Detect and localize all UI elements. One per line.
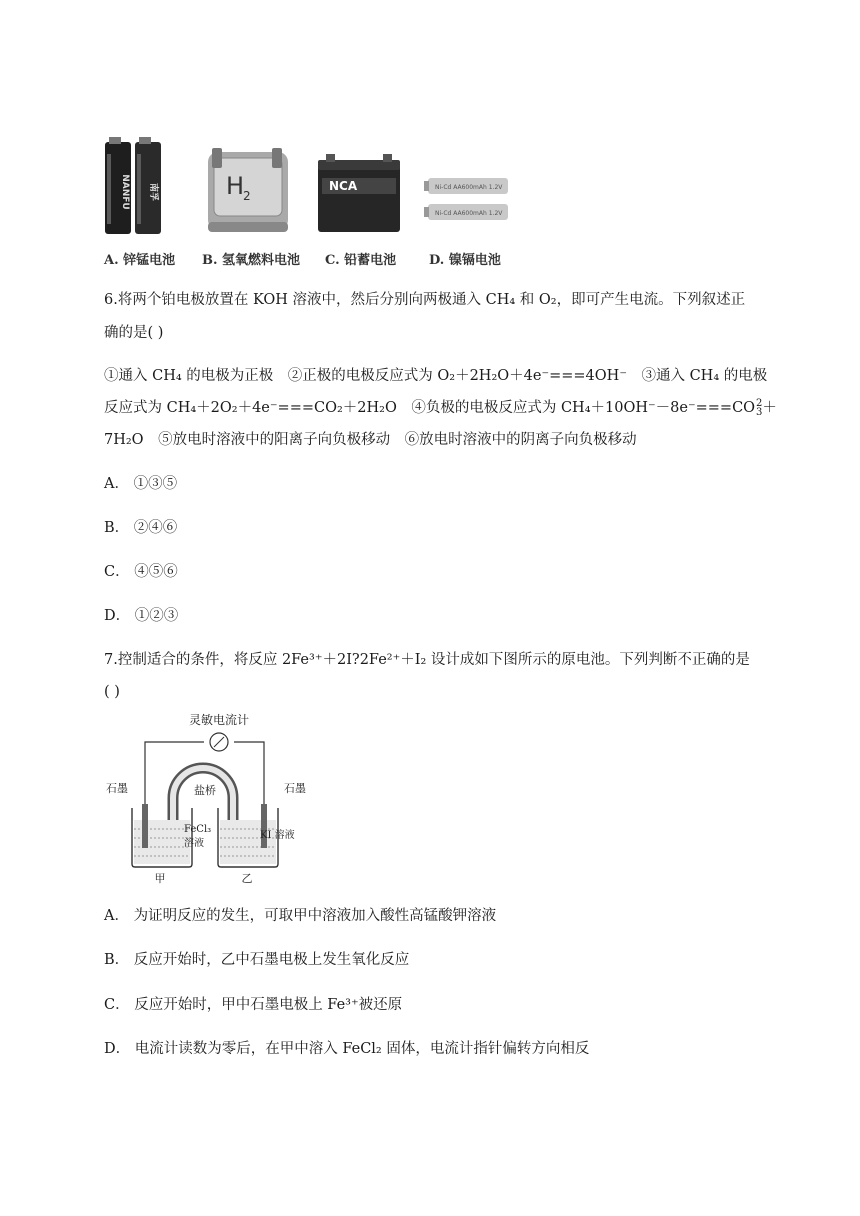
caption-a: A. 锌锰电池 xyxy=(104,253,176,268)
beaker-right-label: 乙 xyxy=(241,872,253,884)
caption-c: C. 铅蓄电池 xyxy=(325,253,397,268)
h2-label: H xyxy=(226,172,245,200)
caption-d: D. 镍镉电池 xyxy=(429,253,501,268)
q6-option-b[interactable]: B． ②④⑥ xyxy=(104,520,178,536)
co3-charge: 2 xyxy=(756,398,763,409)
q6-stem-line2: 确的是( ) xyxy=(104,325,164,341)
q7-option-a[interactable]: A． 为证明反应的发生，可取甲中溶液加入酸性高锰酸钾溶液 xyxy=(104,908,497,924)
q6-option-a[interactable]: A． ①③⑤ xyxy=(104,476,178,492)
q6-stem-line1: 6.将两个铂电极放置在 KOH 溶液中，然后分别向两极通入 CH₄ 和 O₂，即可产生电流。下列叙述正 xyxy=(104,292,746,308)
caption-b: B. 氢氧燃料电池 xyxy=(202,253,301,268)
graphite-electrode-left xyxy=(142,804,148,848)
graphite-left-label: 石墨 xyxy=(106,782,128,795)
q7-option-c[interactable]: C． 反应开始时，甲中石墨电极上 Fe³⁺被还原 xyxy=(104,997,403,1013)
fecl3-label: FeCl₃ xyxy=(184,824,212,835)
q7-stem-line1: 7.控制适合的条件，将反应 2Fe³⁺＋2I?2Fe²⁺＋I₂ 设计成如下图所示的原电池。下列判断不正确的是 xyxy=(104,652,750,668)
zinc-manganese-battery-image xyxy=(105,137,161,234)
beaker-left-label: 甲 xyxy=(154,872,166,884)
q7-stem-line2: ( ) xyxy=(104,684,120,700)
q6-statements-line1: ①通入 CH₄ 的电极为正极 ②正极的电极反应式为 O₂＋2H₂O＋4e⁻===4OH⁻ ③通入 CH₄ 的电极 xyxy=(104,368,768,384)
lead-acid-battery-image xyxy=(318,154,400,232)
ni-cd-label-bottom: Ni-Cd AA600mAh 1.2V xyxy=(435,210,503,217)
nickel-cadmium-battery-image xyxy=(424,178,508,220)
q6-statements-line3: 7H₂O ⑤放电时溶液中的阳离子向负极移动 ⑥放电时溶液中的阴离子向负极移动 xyxy=(104,432,637,448)
ki-solution-label: KI 溶液 xyxy=(260,830,295,841)
q7-option-d[interactable]: D． 电流计读数为零后，在甲中溶入 FeCl₂ 固体，电流计指针偏转方向相反 xyxy=(104,1041,590,1057)
q6-statements-line2: 反应式为 CH₄＋2O₂＋4e⁻===CO₂＋2H₂O ④负极的电极反应式为 CH₄＋10OH⁻－8e⁻===CO 2 3 ＋ xyxy=(104,398,777,418)
galvanometer-label: 灵敏电流计 xyxy=(188,713,250,727)
battery-photos xyxy=(96,134,516,246)
nanfu-battery-label-cn: 南孚 xyxy=(148,182,158,202)
hydrogen-fuel-cell-image xyxy=(208,148,288,232)
graphite-electrode-right xyxy=(261,804,267,848)
co3-subscript: 3 xyxy=(756,407,763,418)
nca-brand-label: NCA xyxy=(329,179,358,193)
ni-cd-label-top: Ni-Cd AA600mAh 1.2V xyxy=(435,184,503,191)
nanfu-battery-label: NANFU xyxy=(120,174,130,210)
salt-bridge-label: 盐桥 xyxy=(194,784,216,797)
graphite-right-label: 石墨 xyxy=(284,782,306,795)
q6-option-c[interactable]: C． ④⑤⑥ xyxy=(104,564,178,580)
galvanic-cell-diagram xyxy=(104,712,324,884)
q6-option-d[interactable]: D． ①②③ xyxy=(104,608,179,624)
fecl3-solution-label: 溶液 xyxy=(184,838,204,849)
h2-label-subscript: 2 xyxy=(243,189,251,203)
q7-option-b[interactable]: B． 反应开始时，乙中石墨电极上发生氧化反应 xyxy=(104,952,410,968)
